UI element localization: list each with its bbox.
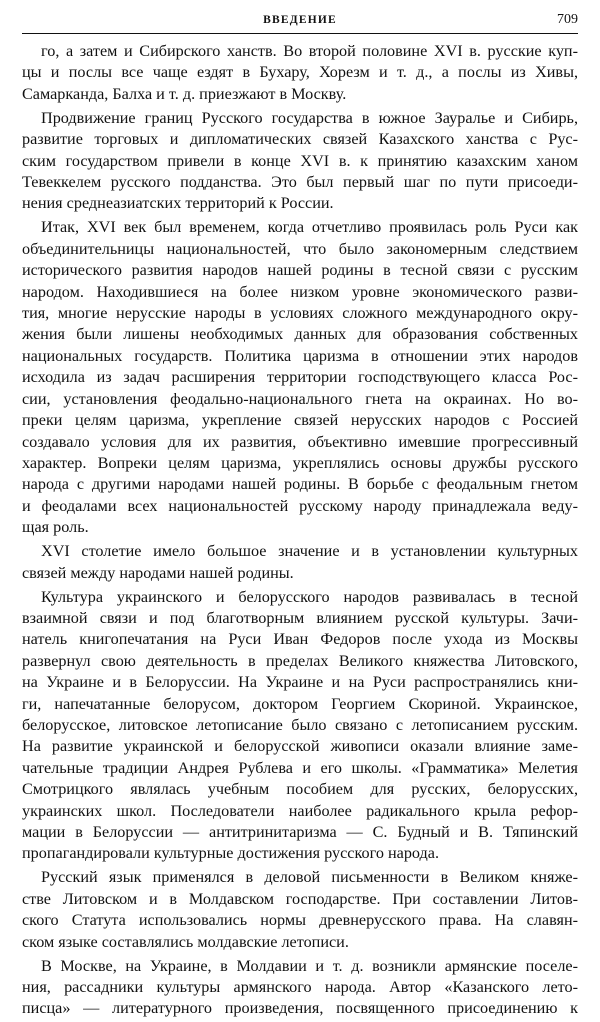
text-line: на Украине и в Белоруссии. На Украине и на Руси распространялись кни- <box>22 673 578 692</box>
text-line: характер. Вопреки целям царизма, укреплялись основы дружбы русского <box>22 453 578 472</box>
text-line: и феодалами всех национальностей русскому народу принадлежала веду- <box>22 496 578 515</box>
text-line: XVI столетие имело большое значение и в установлении культурных <box>41 542 578 561</box>
text-line: Культура украинского и белорусского народов развивалась в тесной <box>41 587 578 606</box>
page-number: 709 <box>557 12 578 27</box>
page-header <box>22 10 578 32</box>
text-line: сии, установления феодально-национального гнета на окраинах. Но во- <box>22 389 578 408</box>
text-line: жения были лишены необходимых данных для образования собственных <box>22 325 578 344</box>
text-line: Смотрицкого являлась учебным пособием для русских, белорусских, <box>22 780 578 799</box>
text-line: развернул свою деятельность в пределах Великого княжества Литовского, <box>22 651 578 670</box>
text-line: белорусское, литовское летописание было связано с летописанием русским. <box>22 715 578 734</box>
text-line: Тевеккелем русского подданства. Это был первый шаг по пути присоеди- <box>22 173 578 192</box>
text-line: цы и послы все чаще ездят в Бухару, Хорезм и т. д., а послы из Хивы, <box>22 63 578 82</box>
text-line: исходила из задач расширения территории господствующего класса Рос- <box>22 368 578 387</box>
text-line: украинских школ. Последователи наиболее радикального крыла рефор- <box>22 801 578 820</box>
text-line: На развитие украинской и белорусской живописи оказали влияние заме- <box>22 737 578 756</box>
text-line: го, а затем и Сибирского ханств. Во второй половине XVI в. русские куп- <box>41 42 578 60</box>
text-line: народом. Находившиеся на более низком уровне экономического разви- <box>22 282 578 301</box>
text-line: натель книгопечатания на Руси Иван Федоров после ухода из Москвы <box>22 630 578 649</box>
text-line: связей между народами нашей родины. <box>22 563 294 582</box>
paragraph <box>22 108 578 215</box>
paragraph <box>22 41 578 105</box>
paragraph <box>22 587 578 865</box>
text-line: Продвижение границ Русского государства в южное Зауралье и Сибирь, <box>41 108 578 127</box>
header-rule <box>22 33 578 34</box>
text-line: создавало условия для их развития, объективно имевшие прогрессивный <box>22 432 578 451</box>
text-line: Русский язык применялся в деловой письменности в Великом княже- <box>41 868 578 887</box>
text-line: стве Литовском и в Молдавском господарстве. При составлении Литов- <box>22 889 578 908</box>
text-line: взаимной связи и под благотворным влиянием русской культуры. Зачи- <box>22 608 578 627</box>
text-line: национальных государств. Политика царизма в отношении этих народов <box>22 346 578 365</box>
text-line: ским государством привели в конце XVI в. к принятию казахским ханом <box>22 151 578 170</box>
text-line: народа с другими народами нашей родины. В борьбе с феодальным гнетом <box>22 475 578 494</box>
text-line: Итак, XVI век был временем, когда отчетливо проявилась роль Руси как <box>41 218 578 237</box>
paragraph <box>22 541 578 584</box>
text-line: В Москве, на Украине, в Молдавии и т. д. возникли армянские поселе- <box>41 956 578 975</box>
text-line: ского Статута использовались нормы древнерусского права. На славян- <box>22 911 578 930</box>
text-line: чательные традиции Андрея Рублева и его школы. «Грамматика» Мелетия <box>22 758 578 777</box>
text-line: преки целям царизма, укрепление связей нерусских народов с Россией <box>22 411 578 430</box>
paragraph <box>22 217 578 538</box>
text-line: ния, рассадники культуры армянского народа. Автор «Казанского лето- <box>22 978 578 997</box>
running-head: ВВЕДЕНИЕ <box>263 14 337 26</box>
text-line: пропагандировали культурные достижения русского народа. <box>22 844 440 863</box>
text-line: тия, многие нерусские народы в условиях сложного международного окру- <box>22 304 578 323</box>
text-line: ском языке составлялись молдавские летописи. <box>22 932 349 951</box>
text-line: развитие торговых и дипломатических связей Казахского ханства с Рус- <box>22 130 578 149</box>
text-line: писца» — литературного произведения, посвященного присоединению к <box>22 999 578 1018</box>
text-line: ги, напечатанные белорусом, доктором Георгием Скориной. Украинское, <box>22 694 578 713</box>
text-line: щая роль. <box>22 518 89 537</box>
text-line: объединительницы национальностей, что было закономерным следствием <box>22 239 578 258</box>
text-line: Самарканда, Балха и т. д. приезжают в Москву. <box>22 84 347 103</box>
text-line: нения среднеазиатских территорий к России. <box>22 194 334 213</box>
text-line: исторического развития народов нашей родины в тесной связи с русским <box>22 261 578 280</box>
paragraph <box>22 867 578 953</box>
body-text <box>22 41 578 1022</box>
text-line: мации в Белоруссии — антитринитаризма — С. Будный и В. Тяпинский <box>22 823 578 841</box>
